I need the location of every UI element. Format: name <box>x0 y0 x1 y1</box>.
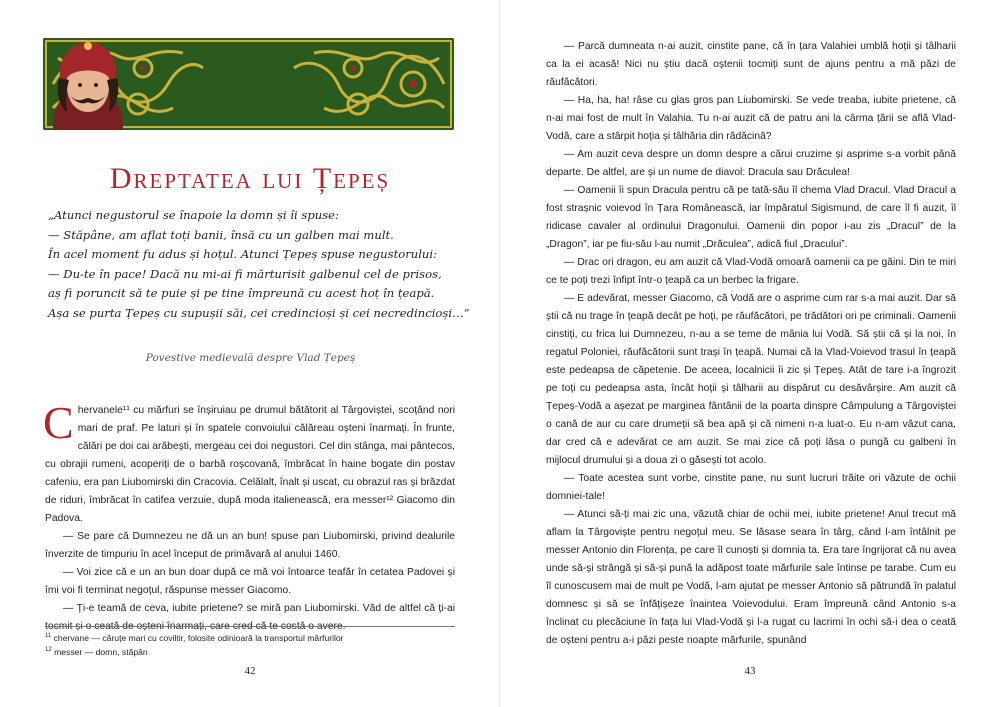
paragraph: — Parcă dumneata n-ai auzit, cinstite pane, că în țara Valahiei umblă hoții și tâlharii ca la ei acasă! Nici nu știu dacă oștenii tocmiți sunt de ajuns pentru a mă păzi de răufăcători. <box>546 41 956 88</box>
epigraph-source: Povestive medievală despre Vlad Țepeș <box>145 352 356 364</box>
paragraph: — Drac ori dragon, eu am auzit că Vlad-Vodă omoară oamenii ca pe găini. Din te miri ce te poți trezi înfipt într-o țeapă ca un berbec la frigare. <box>546 257 956 286</box>
footnotes <box>45 626 455 658</box>
footnote <box>45 644 455 658</box>
footnote <box>45 630 455 644</box>
epigraph-line: — Stăpâne, am aflat toți banii, însă cu un galben mai mult. <box>48 227 394 242</box>
epigraph-line: În acel moment fu adus și hoțul. Atunci Țepeș spuse negustorului: <box>48 247 438 262</box>
epigraph-line: aș fi poruncit să te puie și pe tine împreună cu acest hoț în țeapă. <box>48 286 435 301</box>
footnote-mark: 11 <box>45 633 52 639</box>
first-paragraph-text: hervanele¹¹ cu mărfuri se înșiruiau pe drumul bătătorit al Târgoviștei, scoțând nori mari de praf. Pe laturi și în spatele convoiului călăreau oșteni înarmați. În frunte, călări pe doi cai arăbești, mergeau cei doi negustori. Cel din stânga, mai pântecos, cu obrajii rumeni, acoperiți de o barbă roșcovană, îmbrăcat în haine bogate din postav cafeniu, era pan Liubomirski din Cracovia. Celălalt, înalt și uscat, cu obrazul ras și brăzdat de riduri, îmbrăcat în catifea verzuie, după moda italienească, era messer¹² Giacomo din Padova. <box>45 405 455 524</box>
paragraph: — Toate acestea sunt vorbe, cinstite pane, nu sunt lucruri trăite ori văzute de ochii domniei-tale! <box>546 473 956 502</box>
paragraph: — Oamenii îi spun Dracula pentru că pe tată-său îl chema Vlad Dracul. Vlad Dracul a fost strașnic voievod în Țara Românească, iar împăratul Sigismund, de care îl fi auzit, îl ridicase cavaler al ordinului Dragonului. Oamenii din popor i-au zis „Dracul” de la „Dragon”, iar pe fiu-său l-au numit „Drăculea”, adică fiul „Dracului”. <box>546 185 956 250</box>
footnote-text: chervane — căruțe mari cu coviltir, folosite odinioară la transportul mărfurilor <box>53 632 344 643</box>
ornamental-banner <box>43 38 454 130</box>
body-text-right <box>546 38 956 650</box>
paragraph: — Ha, ha, ha! râse cu glas gros pan Liubomirski. Se vede treaba, iubite prietene, că n-ai mai fost de mult în Valahia. Tu n-ai auzit că de patru ani la cârma țării se află Vlad-Vodă, care a stârpit hoția și tâlhăria din rădăcină? <box>546 95 956 142</box>
body-text-left <box>43 397 455 636</box>
paragraph: — E adevărat, messer Giacomo, că Vodă are o asprime cum rar s-a mai auzit. Dar să știi că nu trage în țeapă decât pe hoți, pe răufăcători, pe trădători ori pe criminali. Oamenii cinstiți, cu frica lui Dumnezeu, n-au a se teme de mânia lui Vodă. Să știi că și la noi, în regatul Poloniei, răufăcătorii sunt trași în țeapă. Numai că la Vlad-Voievod trasul în țeapă este pedeapsa de căpetenie. De aceea, localnicii îi zic și Țepeș. Atât de tare i-a îngrozit pe toți cu pedeapsa asta, încât hoții și tâlharii au dispărut cu desăvârșire. Am auzit că Țepeș-Vodă a așezat pe marginea fântânii de la poarta dinspre Câmpulung a Târgoviștei o cană de aur cu care drumeții să bea apă și că nimeni n-a luat-o. Eu n-am văzut cana, dar cred că e adevărat ce am auzit. Se mai zice că poți lăsa o pungă cu galbeni în mijlocul drumului și a doua zi o găsești tot acolo. <box>546 293 956 466</box>
paragraph: — Voi zice că e un an bun doar după ce mă voi întoarce teafăr în cetatea Padovei și îmi voi fi terminat negoțul, răspunse messer Giacomo. <box>45 567 455 596</box>
paragraph: — Am auzit ceva despre un domn despre a cărui cruzime și asprime s-a vorbit până departe. De altfel, are și un nume de diavol: Dracula sau Drăculea! <box>546 149 956 178</box>
epigraph <box>48 206 470 324</box>
footnote-mark: 12 <box>45 646 52 653</box>
epigraph-line: „Atunci negustorul se înapoie la domn și îi spuse: <box>48 208 339 222</box>
page-number-right: 43 <box>744 665 756 677</box>
epigraph-line: — Du-te în pace! Dacă nu mi-ai fi mărturisit galbenul cel de prisos, <box>48 266 442 281</box>
drop-cap: C <box>43 397 74 448</box>
epigraph-line: Așa se purta Țepeș cu supușii săi, cei credincioși și cei necredincioși…” <box>48 305 470 320</box>
paragraph: — Se pare că Dumnezeu ne dă un an bun! spuse pan Liubomirski, privind dealurile înverzite de timpuriu în acel început de primăvară al anului 1460. <box>45 531 455 560</box>
page-number-left: 42 <box>244 665 256 677</box>
first-paragraph <box>43 397 455 528</box>
footnote-text: messer — domn, stăpân <box>54 646 148 657</box>
paragraph: — Ți-e teamă de ceva, iubite prietene? se miră pan Liubomirski. Văd de altfel că ți-ai tocmit și o ceată de oșteni înarmați, care cred că te costă o avere. <box>45 603 455 632</box>
chapter-title: Dreptatea lui Țepeș <box>109 162 391 195</box>
paragraph: — Atunci să-ți mai zic una, văzută chiar de ochii mei, iubite prietene! Anul trecut mă aflam la Târgoviște pentru negoțul meu. Se lăsase seara în târg, când l-am întâlnit pe messer Antonio din Florența, pe care îl cunoști și domnia ta. Era tare îngrijorat că nu avea unde să-și strângă și să-și pună la adăpost toate mărfurile sale întinse pe tarabe. Cum eu îl cunoscusem mai de mult pe Vodă, l-am ajutat pe messer Antonio să pătrundă în palatul domnesc și să se înfățișeze înaintea Voievodului. Eram împreună când Antonio s-a înclinat cu plecăciune în fața lui Vlad-Vodă și l-a rugat cu lacrimi în ochi să-i dea o ceată de oșteni pentru a-i păzi peste noapte mărfurile, spunând <box>546 509 956 646</box>
vlad-tepes-portrait <box>43 38 133 130</box>
